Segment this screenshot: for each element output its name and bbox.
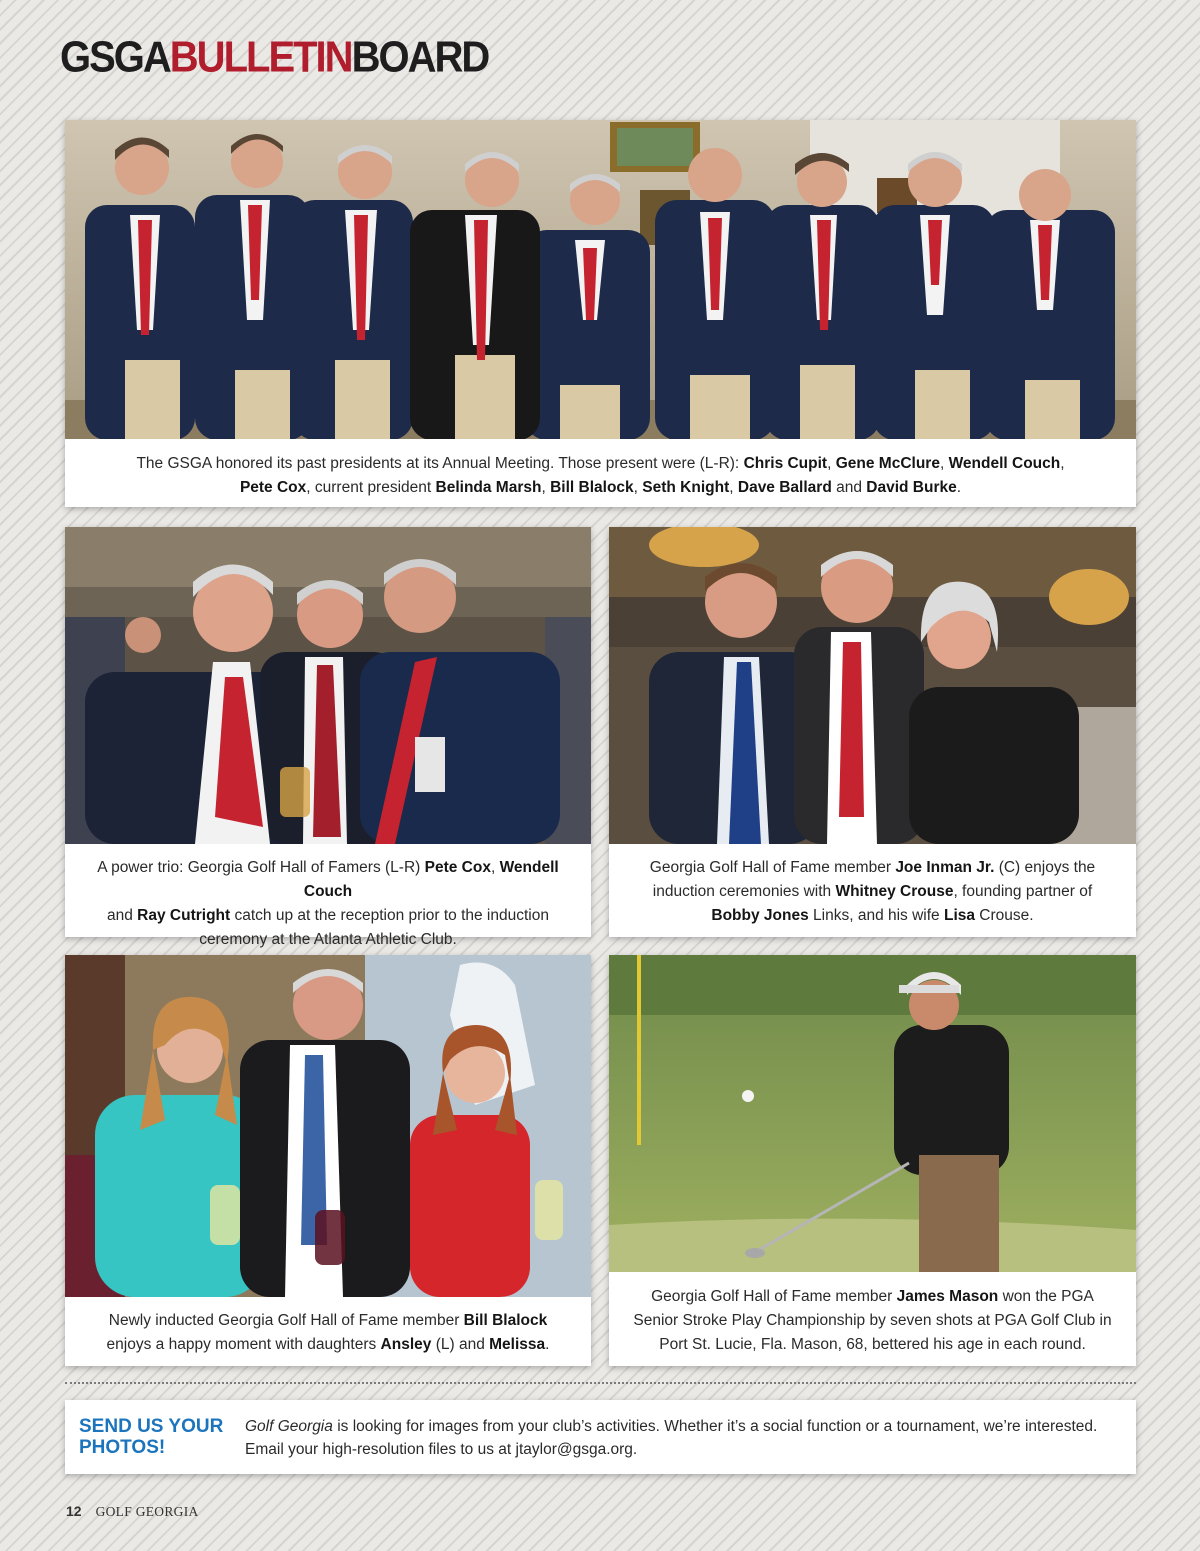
caption-text: . bbox=[545, 1336, 550, 1353]
caption-text: Georgia Golf Hall of Fame member bbox=[649, 859, 896, 876]
caption-name: Dave Ballard bbox=[737, 479, 832, 496]
caption-name: Wendell Couch bbox=[948, 455, 1061, 472]
caption-text: won the PGA bbox=[998, 1288, 1094, 1305]
caption-text: . bbox=[956, 479, 962, 496]
caption-name: Pete Cox bbox=[424, 859, 491, 876]
caption-name: Ray Cutright bbox=[137, 907, 231, 924]
magazine-title: GOLF GEORGIA bbox=[95, 1504, 199, 1519]
section-title bbox=[60, 33, 489, 82]
photo-past-presidents bbox=[65, 120, 1136, 439]
caption-text: (L) and bbox=[431, 1336, 490, 1353]
caption-name: David Burke bbox=[866, 479, 957, 496]
photo-card-past-presidents bbox=[65, 120, 1136, 507]
caption-name: Ansley bbox=[380, 1336, 432, 1353]
photo-joe-inman bbox=[609, 527, 1136, 844]
send-photos-body bbox=[245, 1415, 1125, 1461]
caption-james-mason bbox=[609, 1285, 1136, 1357]
caption-name: Seth Knight bbox=[642, 479, 730, 496]
caption-text: , bbox=[1060, 455, 1065, 472]
photo-card-bill-blalock bbox=[65, 955, 591, 1366]
caption-text: Port St. Lucie, Fla. Mason, 68, bettered his age in each round. bbox=[659, 1336, 1086, 1353]
page-footer bbox=[66, 1503, 199, 1520]
caption-text: , bbox=[541, 479, 551, 496]
caption-name: Bill Blalock bbox=[463, 1312, 548, 1329]
caption-name: Chris Cupit bbox=[743, 455, 828, 472]
caption-name: Whitney Crouse bbox=[835, 883, 954, 900]
caption-bill-blalock bbox=[65, 1309, 591, 1357]
caption-text: and bbox=[831, 479, 867, 496]
section-title-board: BOARD bbox=[351, 33, 489, 82]
caption-text: induction ceremonies with bbox=[652, 883, 836, 900]
caption-text: , founding partner of bbox=[953, 883, 1093, 900]
dotted-divider bbox=[65, 1382, 1136, 1384]
caption-name: Bobby Jones bbox=[711, 907, 809, 924]
caption-text: and bbox=[107, 907, 138, 924]
caption-name: Pete Cox bbox=[239, 479, 307, 496]
send-photos-email-line[interactable]: Email your high-resolution files to us at jtaylor@gsga.org. bbox=[245, 1441, 638, 1458]
send-photos-heading-line1: SEND US YOUR bbox=[79, 1416, 224, 1437]
caption-text: , current president bbox=[306, 479, 436, 496]
caption-name: Melissa bbox=[489, 1336, 546, 1353]
caption-text: catch up at the reception prior to the induction bbox=[230, 907, 549, 924]
photo-bill-blalock bbox=[65, 955, 591, 1297]
caption-text: Georgia Golf Hall of Fame member bbox=[651, 1288, 897, 1305]
caption-power-trio bbox=[65, 856, 591, 952]
caption-name: Joe Inman Jr. bbox=[895, 859, 995, 876]
caption-name: Gene McClure bbox=[835, 455, 940, 472]
section-title-bulletin: BULLETIN bbox=[169, 33, 352, 82]
caption-text: (C) enjoys the bbox=[994, 859, 1096, 876]
caption-text: Links, and his wife bbox=[808, 907, 944, 924]
photo-card-power-trio bbox=[65, 527, 591, 948]
caption-text: , bbox=[827, 455, 836, 472]
photo-card-joe-inman bbox=[609, 527, 1136, 937]
caption-name: Bill Blalock bbox=[550, 479, 634, 496]
send-photos-heading bbox=[79, 1416, 239, 1458]
photo-james-mason bbox=[609, 955, 1136, 1272]
caption-text: enjoys a happy moment with daughters bbox=[106, 1336, 381, 1353]
caption-text: , bbox=[490, 859, 500, 876]
caption-text: ceremony at the Atlanta Athletic Club. bbox=[199, 931, 457, 948]
caption-text: Newly inducted Georgia Golf Hall of Fame member bbox=[108, 1312, 464, 1329]
caption-name: James Mason bbox=[896, 1288, 999, 1305]
caption-text: , bbox=[729, 479, 738, 496]
page-number: 12 bbox=[66, 1503, 82, 1519]
photo-card-james-mason bbox=[609, 955, 1136, 1366]
caption-joe-inman bbox=[609, 856, 1136, 928]
caption-text: , bbox=[633, 479, 643, 496]
caption-name: Belinda Marsh bbox=[435, 479, 542, 496]
send-photos-text: is looking for images from your club’s activities. Whether it’s a social function or a tournament, we’re interested. bbox=[332, 1418, 1098, 1435]
send-photos-box bbox=[65, 1400, 1136, 1474]
caption-text: The GSGA honored its past presidents at its Annual Meeting. Those present were (L-R): bbox=[136, 455, 744, 472]
caption-name: Lisa bbox=[943, 907, 975, 924]
photo-power-trio bbox=[65, 527, 591, 844]
caption-name: Wendell Couch bbox=[303, 859, 559, 900]
send-photos-heading-line2: PHOTOS! bbox=[79, 1437, 166, 1458]
caption-text: , bbox=[939, 455, 949, 472]
caption-text: Crouse. bbox=[975, 907, 1034, 924]
magazine-name-italic: Golf Georgia bbox=[245, 1418, 333, 1435]
caption-past-presidents bbox=[65, 452, 1136, 500]
caption-text: A power trio: Georgia Golf Hall of Famers (L-R) bbox=[97, 859, 425, 876]
caption-text: Senior Stroke Play Championship by seven shots at PGA Golf Club in bbox=[633, 1312, 1112, 1329]
section-title-gsga: GSGA bbox=[60, 33, 170, 82]
